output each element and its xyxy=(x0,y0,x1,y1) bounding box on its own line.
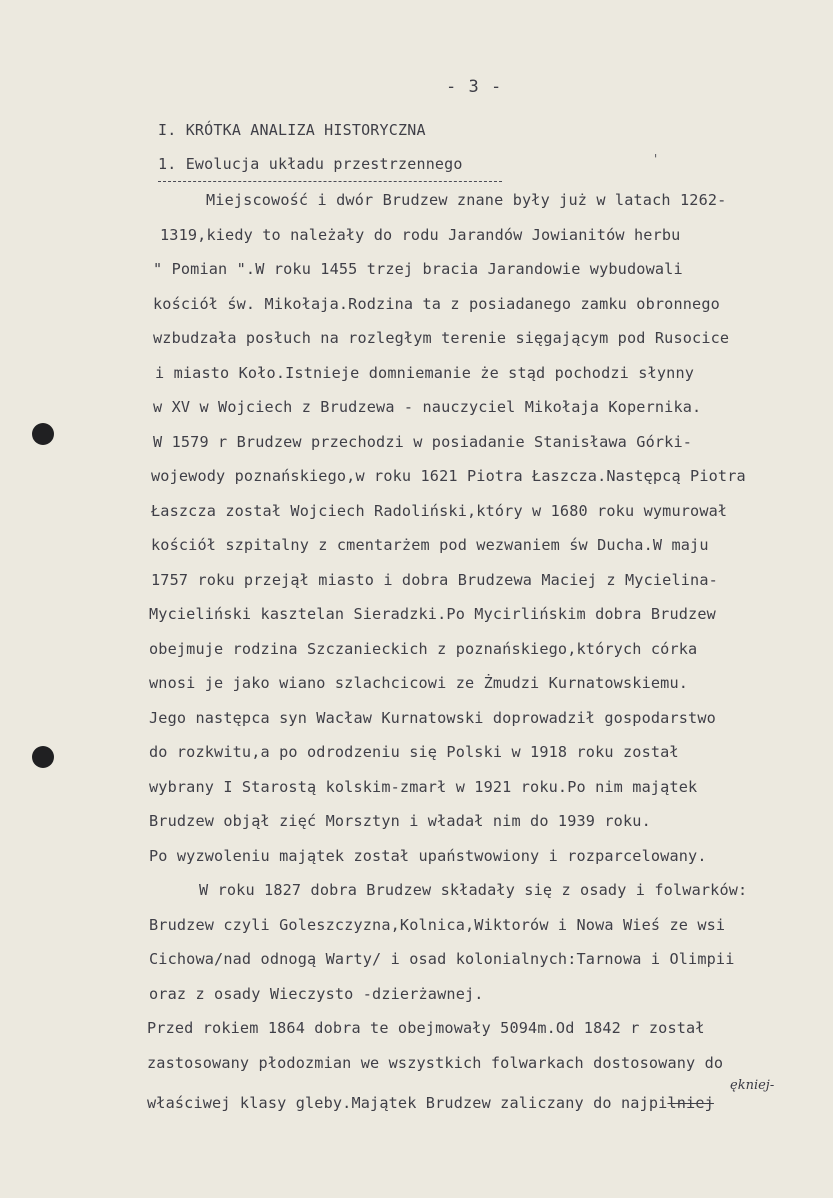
margin-mark: ' xyxy=(652,152,660,166)
body-line-14: obejmuje rodzina Szczanieckich z poznańskiego,których córka xyxy=(149,640,698,658)
body-line-4: kościół św. Mikołaja.Rodzina ta z posiadanego zamku obronnego xyxy=(153,295,720,313)
body-line-11: kościół szpitalny z cmentarżem pod wezwaniem św Ducha.W maju xyxy=(151,536,709,554)
body-line-27 xyxy=(147,1094,714,1112)
body-line-25: Przed rokiem 1864 dobra te obejmowały 5094m.Od 1842 r został xyxy=(147,1019,705,1037)
body-line-2: 1319,kiedy to należały do rodu Jarandów Jowianitów herbu xyxy=(160,226,681,244)
body-line-21: W roku 1827 dobra Brudzew składały się z osady i folwarków: xyxy=(199,881,748,899)
body-line-1: Miejscowość i dwór Brudzew znane były już w latach 1262- xyxy=(206,191,727,209)
body-line-13: Mycieliński kasztelan Sieradzki.Po Mycirlińskim dobra Brudzew xyxy=(149,605,716,623)
handwritten-correction: ękniej- xyxy=(730,1078,775,1093)
body-line-17: do rozkwitu,a po odrodzeniu się Polski w 1918 roku został xyxy=(149,743,679,761)
page-number: - 3 - xyxy=(446,77,503,97)
body-line-15: wnosi je jako wiano szlachcicowi ze Żmudzi Kurnatowskiemu. xyxy=(149,674,689,692)
body-line-18: wybrany I Starostą kolskim-zmarł w 1921 roku.Po nim majątek xyxy=(149,778,698,796)
body-line-8: W 1579 r Brudzew przechodzi w posiadanie Stanisława Górki- xyxy=(153,433,693,451)
body-line-26: zastosowany płodozmian we wszystkich folwarkach dostosowany do xyxy=(147,1054,724,1072)
body-line-19: Brudzew objął zięć Morsztyn i władał nim do 1939 roku. xyxy=(149,812,651,830)
body-line-24: oraz z osady Wieczysto -dzierżawnej. xyxy=(149,985,484,1003)
body-line-5: wzbudzała posłuch na rozległym terenie sięgającym pod Rusocice xyxy=(153,329,730,347)
struck-text: lniej xyxy=(667,1094,714,1112)
section-heading: I. KRÓTKA ANALIZA HISTORYCZNA xyxy=(158,121,426,139)
body-line-10: Łaszcza został Wojciech Radoliński,który w 1680 roku wymurował xyxy=(151,502,728,520)
body-line-6: i miasto Koło.Istnieje domniemanie że stąd pochodzi słynny xyxy=(155,364,695,382)
body-line-20: Po wyzwoleniu majątek został upaństwowiony i rozparcelowany. xyxy=(149,847,707,865)
punch-hole-bottom xyxy=(32,746,54,768)
body-line-9: wojewody poznańskiego,w roku 1621 Piotra Łaszcza.Następcą Piotra xyxy=(151,467,746,485)
body-line-22: Brudzew czyli Goleszczyzna,Kolnica,Wiktorów i Nowa Wieś ze wsi xyxy=(149,916,726,934)
body-line-12: 1757 roku przejął miasto i dobra Brudzewa Maciej z Mycielina- xyxy=(151,571,718,589)
body-line-16: Jego następca syn Wacław Kurnatowski doprowadził gospodarstwo xyxy=(149,709,716,727)
body-line-23: Cichowa/nad odnogą Warty/ i osad kolonialnych:Tarnowa i Olimpii xyxy=(149,950,735,968)
body-line-3: " Pomian ".W roku 1455 trzej bracia Jarandowie wybudowali xyxy=(153,260,683,278)
body-line-7: w XV w Wojciech z Brudzewa - nauczyciel Mikołaja Kopernika. xyxy=(153,398,702,416)
punch-hole-top xyxy=(32,423,54,445)
subsection-underline xyxy=(158,181,502,182)
subsection-heading: 1. Ewolucja układu przestrzennego xyxy=(158,155,463,173)
body-line-27-text: właściwej klasy gleby.Majątek Brudzew zaliczany do najpi xyxy=(147,1094,668,1112)
